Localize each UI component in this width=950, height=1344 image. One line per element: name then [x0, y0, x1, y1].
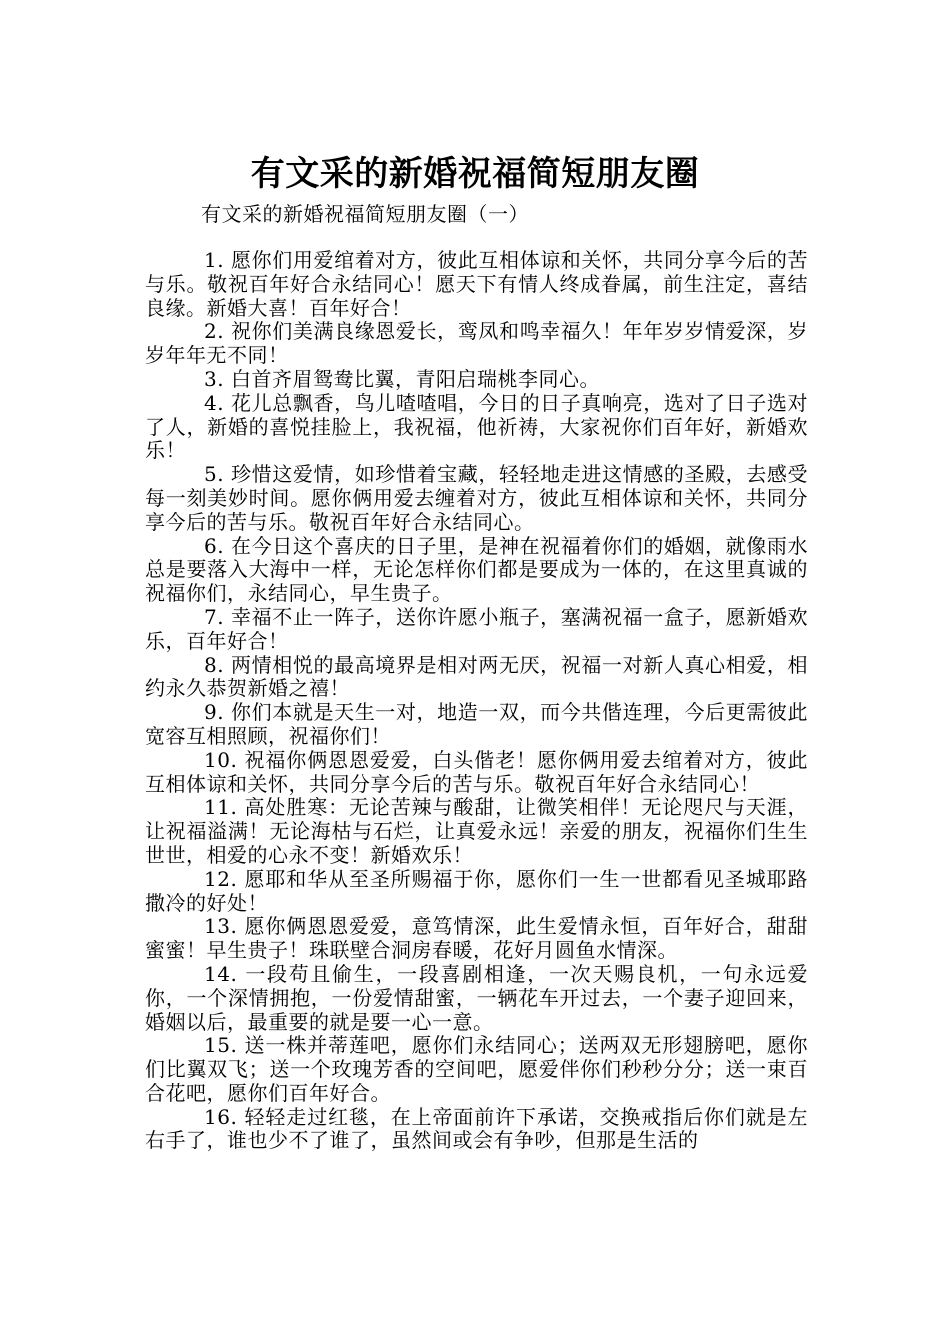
paragraph-13: 13. 愿你俩恩恩爱爱，意笃情深，此生爱情永恒，百年好合，甜甜蜜蜜！早生贵子！珠联壁合洞房春暖，花好月圆鱼水情深。 — [145, 914, 808, 963]
paragraph-10: 10. 祝福你俩恩恩爱爱，白头偕老！愿你俩用爱去绾着对方，彼此互相体谅和关怀，共同分享今后的苦与乐。敬祝百年好合永结同心！ — [145, 747, 808, 796]
document-title: 有文采的新婚祝福简短朋友圈 — [250, 153, 700, 194]
paragraph-3: 3. 白首齐眉鸳鸯比翼，青阳启瑞桃李同心。 — [204, 366, 600, 391]
document-body — [145, 249, 808, 1153]
paragraph-6: 6. 在今日这个喜庆的日子里，是神在祝福着你们的婚姻，就像雨水总是要落入大海中一样，无论怎样你们都是要成为一体的，在这里真诚的祝福你们，永结同心，早生贵子。 — [145, 533, 808, 606]
paragraph-1: 1. 愿你们用爱绾着对方，彼此互相体谅和关怀，共同分享今后的苦与乐。敬祝百年好合永结同心！愿天下有情人终成眷属，前生注定，喜结良缘。新婚大喜！百年好合！ — [145, 248, 808, 320]
paragraph-8: 8. 两情相悦的最高境界是相对两无厌，祝福一对新人真心相爱，相约永久恭贺新婚之禧！ — [145, 652, 808, 701]
paragraph-11: 11. 高处胜寒：无论苦辣与酸甜，让微笑相伴！无论咫尺与天涯，让祝福溢满！无论海枯与石烂，让真爱永远！亲爱的朋友，祝福你们生生世世，相爱的心永不变！新婚欢乐！ — [145, 795, 808, 867]
paragraph-16: 16. 轻轻走过红毯，在上帝面前许下承诺，交换戒指后你们就是左右手了，谁也少不了谁了，虽然间或会有争吵，但那是生活的 — [145, 1104, 808, 1153]
section-subtitle: 有文采的新婚祝福简短朋友圈（一） — [201, 202, 529, 226]
paragraph-7: 7. 幸福不止一阵子，送你许愿小瓶子，塞满祝福一盒子，愿新婚欢乐，百年好合！ — [145, 604, 808, 653]
paragraph-14: 14. 一段苟且偷生，一段喜剧相逢，一次天赐良机，一句永远爱你，一个深情拥抱，一份爱情甜蜜，一辆花车开过去，一个妻子迎回来，婚姻以后，最重要的就是要一心一意。 — [145, 961, 808, 1034]
paragraph-2: 2. 祝你们美满良缘恩爱长，鸾凤和鸣幸福久！年年岁岁情爱深，岁岁年年无不同！ — [145, 319, 808, 368]
paragraph-9: 9. 你们本就是天生一对，地造一双，而今共偕连理，今后更需彼此宽容互相照顾，祝福你们！ — [145, 700, 808, 748]
paragraph-12: 12. 愿耶和华从至圣所赐福于你，愿你们一生一世都看见圣城耶路撒冷的好处！ — [145, 866, 808, 915]
paragraph-5: 5. 珍惜这爱情，如珍惜着宝藏，轻轻地走进这情感的圣殿，去感受每一刻美妙时间。愿你俩用爱去缠着对方，彼此互相体谅和关怀，共同分享今后的苦与乐。敬祝百年好合永结同心。 — [145, 462, 808, 534]
paragraph-15: 15. 送一株并蒂莲吧，愿你们永结同心；送两双无形翅膀吧，愿你们比翼双飞；送一个玫瑰芳香的空间吧，愿爱伴你们秒秒分分；送一束百合花吧，愿你们百年好合。 — [145, 1033, 808, 1105]
paragraph-4: 4. 花儿总飘香，鸟儿喳喳唱，今日的日子真响亮，选对了日子选对了人，新婚的喜悦挂脸上，我祝福，他祈祷，大家祝你们百年好，新婚欢乐！ — [145, 390, 808, 463]
